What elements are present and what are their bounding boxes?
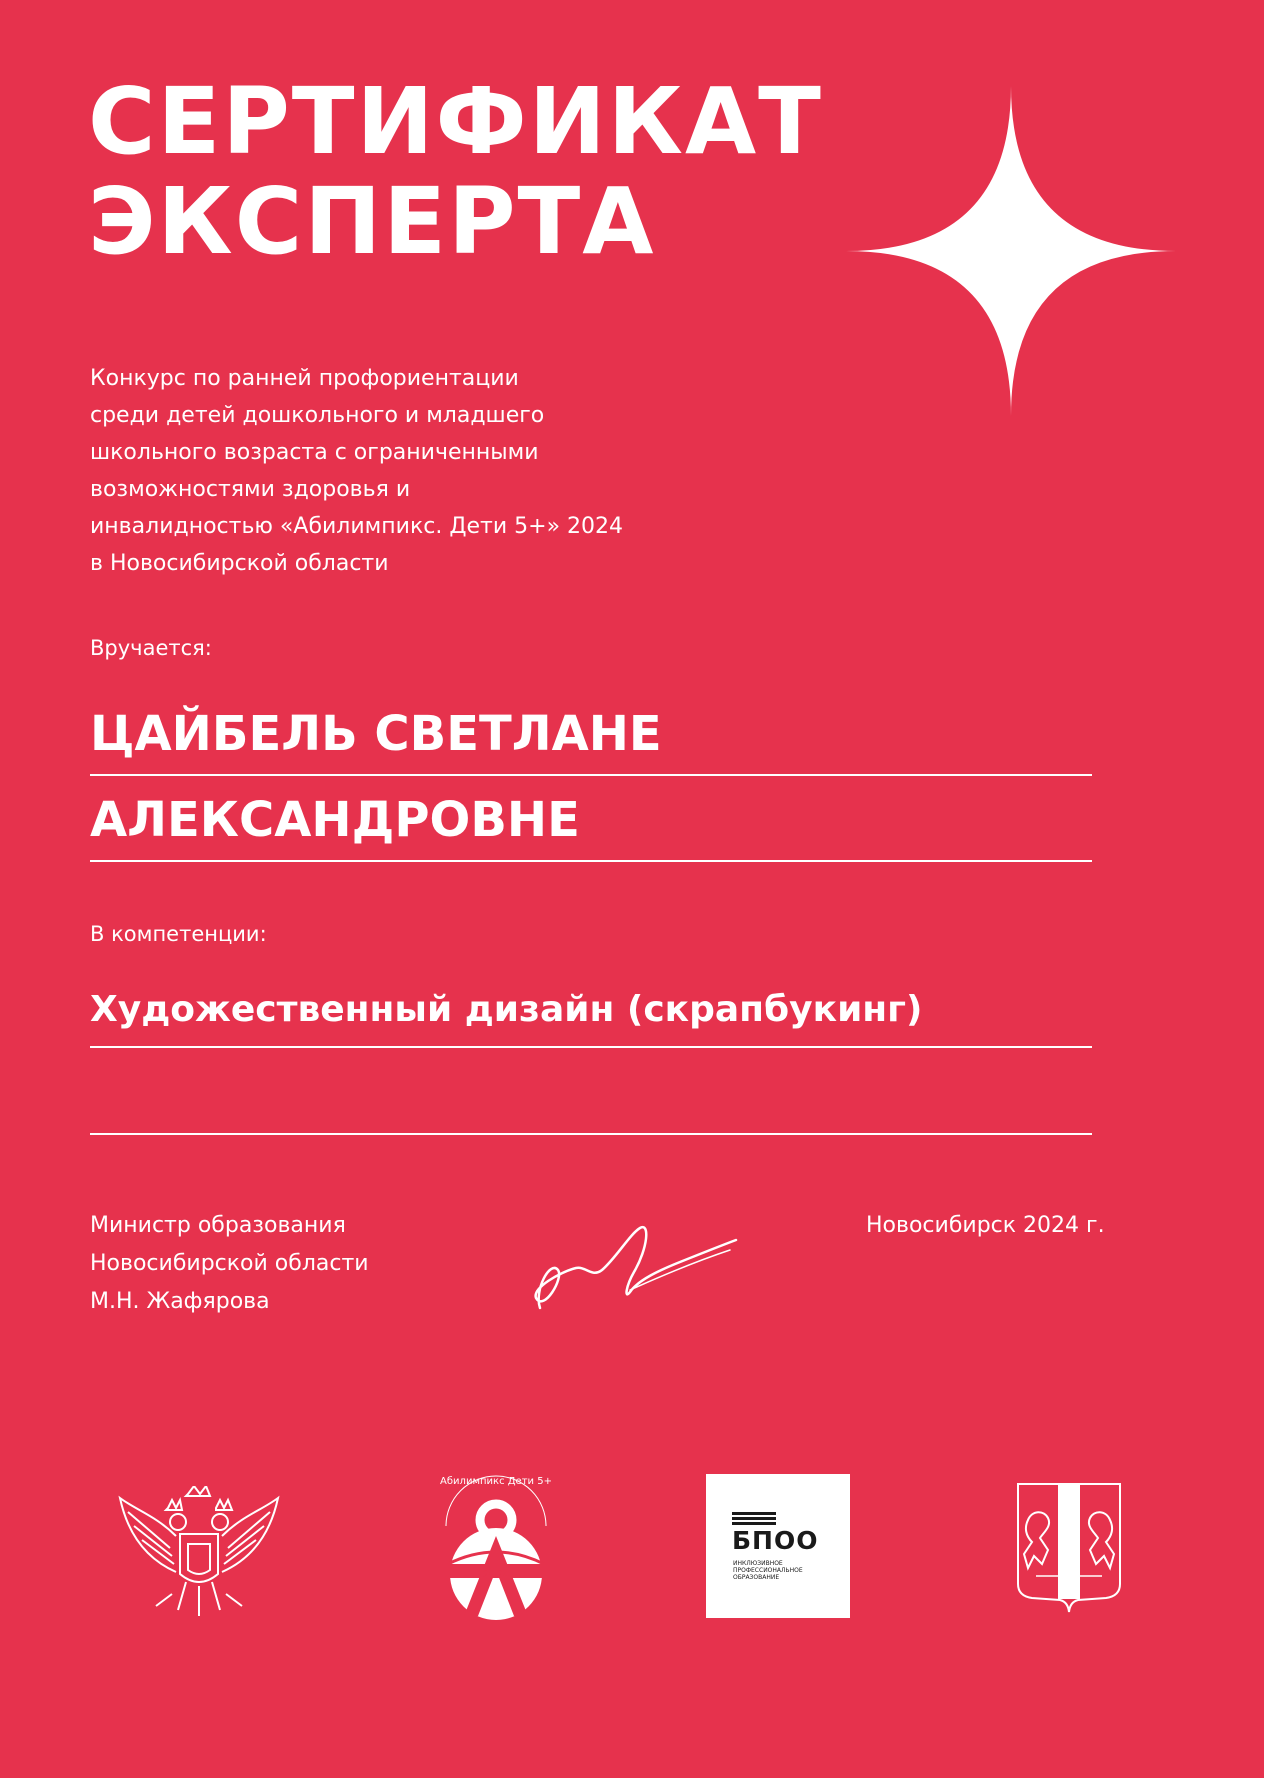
- description-line: инвалидностью «Абилимпикс. Дети 5+» 2024: [90, 514, 624, 539]
- novosibirsk-coat-of-arms-icon: [1014, 1480, 1124, 1614]
- recipient-name-line-1: ЦАЙБЕЛЬ СВЕТЛАНЕ: [90, 692, 1092, 776]
- abilympics-logo-icon: [438, 1470, 554, 1620]
- signer-block: [90, 1207, 470, 1321]
- competence-label: В компетенции:: [90, 922, 267, 946]
- title-line-1: СЕРТИФИКАТ: [88, 68, 823, 175]
- russian-eagle-emblem-icon: [116, 1486, 282, 1622]
- bpoo-bars-icon: [732, 1512, 776, 1527]
- certificate-title: [88, 68, 823, 275]
- description-line: Конкурс по ранней профориентации: [90, 366, 519, 391]
- contest-description: [90, 360, 710, 582]
- signer-region: Новосибирской области: [90, 1251, 369, 1276]
- place-date: Новосибирск 2024 г.: [866, 1213, 1105, 1238]
- signature: [530, 1220, 740, 1320]
- awarded-label: Вручается:: [90, 636, 212, 660]
- bpoo-subtitle-line: ИНКЛЮЗИВНОЕ: [733, 1560, 783, 1567]
- title-line-2: ЭКСПЕРТА: [88, 168, 656, 275]
- description-line: возможностями здоровья и: [90, 477, 411, 502]
- bpoo-subtitle-line: ПРОФЕССИОНАЛЬНОЕ: [733, 1567, 803, 1574]
- description-line: школьного возраста с ограниченными: [90, 440, 539, 465]
- bpoo-subtitle: [733, 1560, 833, 1581]
- competence-value: Художественный дизайн (скрапбукинг): [90, 980, 1092, 1048]
- signer-position: Министр образования: [90, 1213, 346, 1238]
- star-icon: [846, 86, 1176, 416]
- bpoo-subtitle-line: ОБРАЗОВАНИЕ: [733, 1574, 780, 1581]
- description-line: в Новосибирской области: [90, 551, 389, 576]
- bpoo-logo: [706, 1474, 850, 1618]
- description-line: среди детей дошкольного и младшего: [90, 403, 545, 428]
- recipient-name-line-2: АЛЕКСАНДРОВНЕ: [90, 778, 1092, 862]
- blank-underline: [90, 1133, 1092, 1135]
- abilympics-arc-text: Абилимпикс Дети 5+: [440, 1476, 552, 1487]
- signer-name: М.Н. Жафярова: [90, 1289, 270, 1314]
- bpoo-name: БПОО: [732, 1526, 819, 1555]
- abilympics-year: 2024: [482, 1568, 510, 1581]
